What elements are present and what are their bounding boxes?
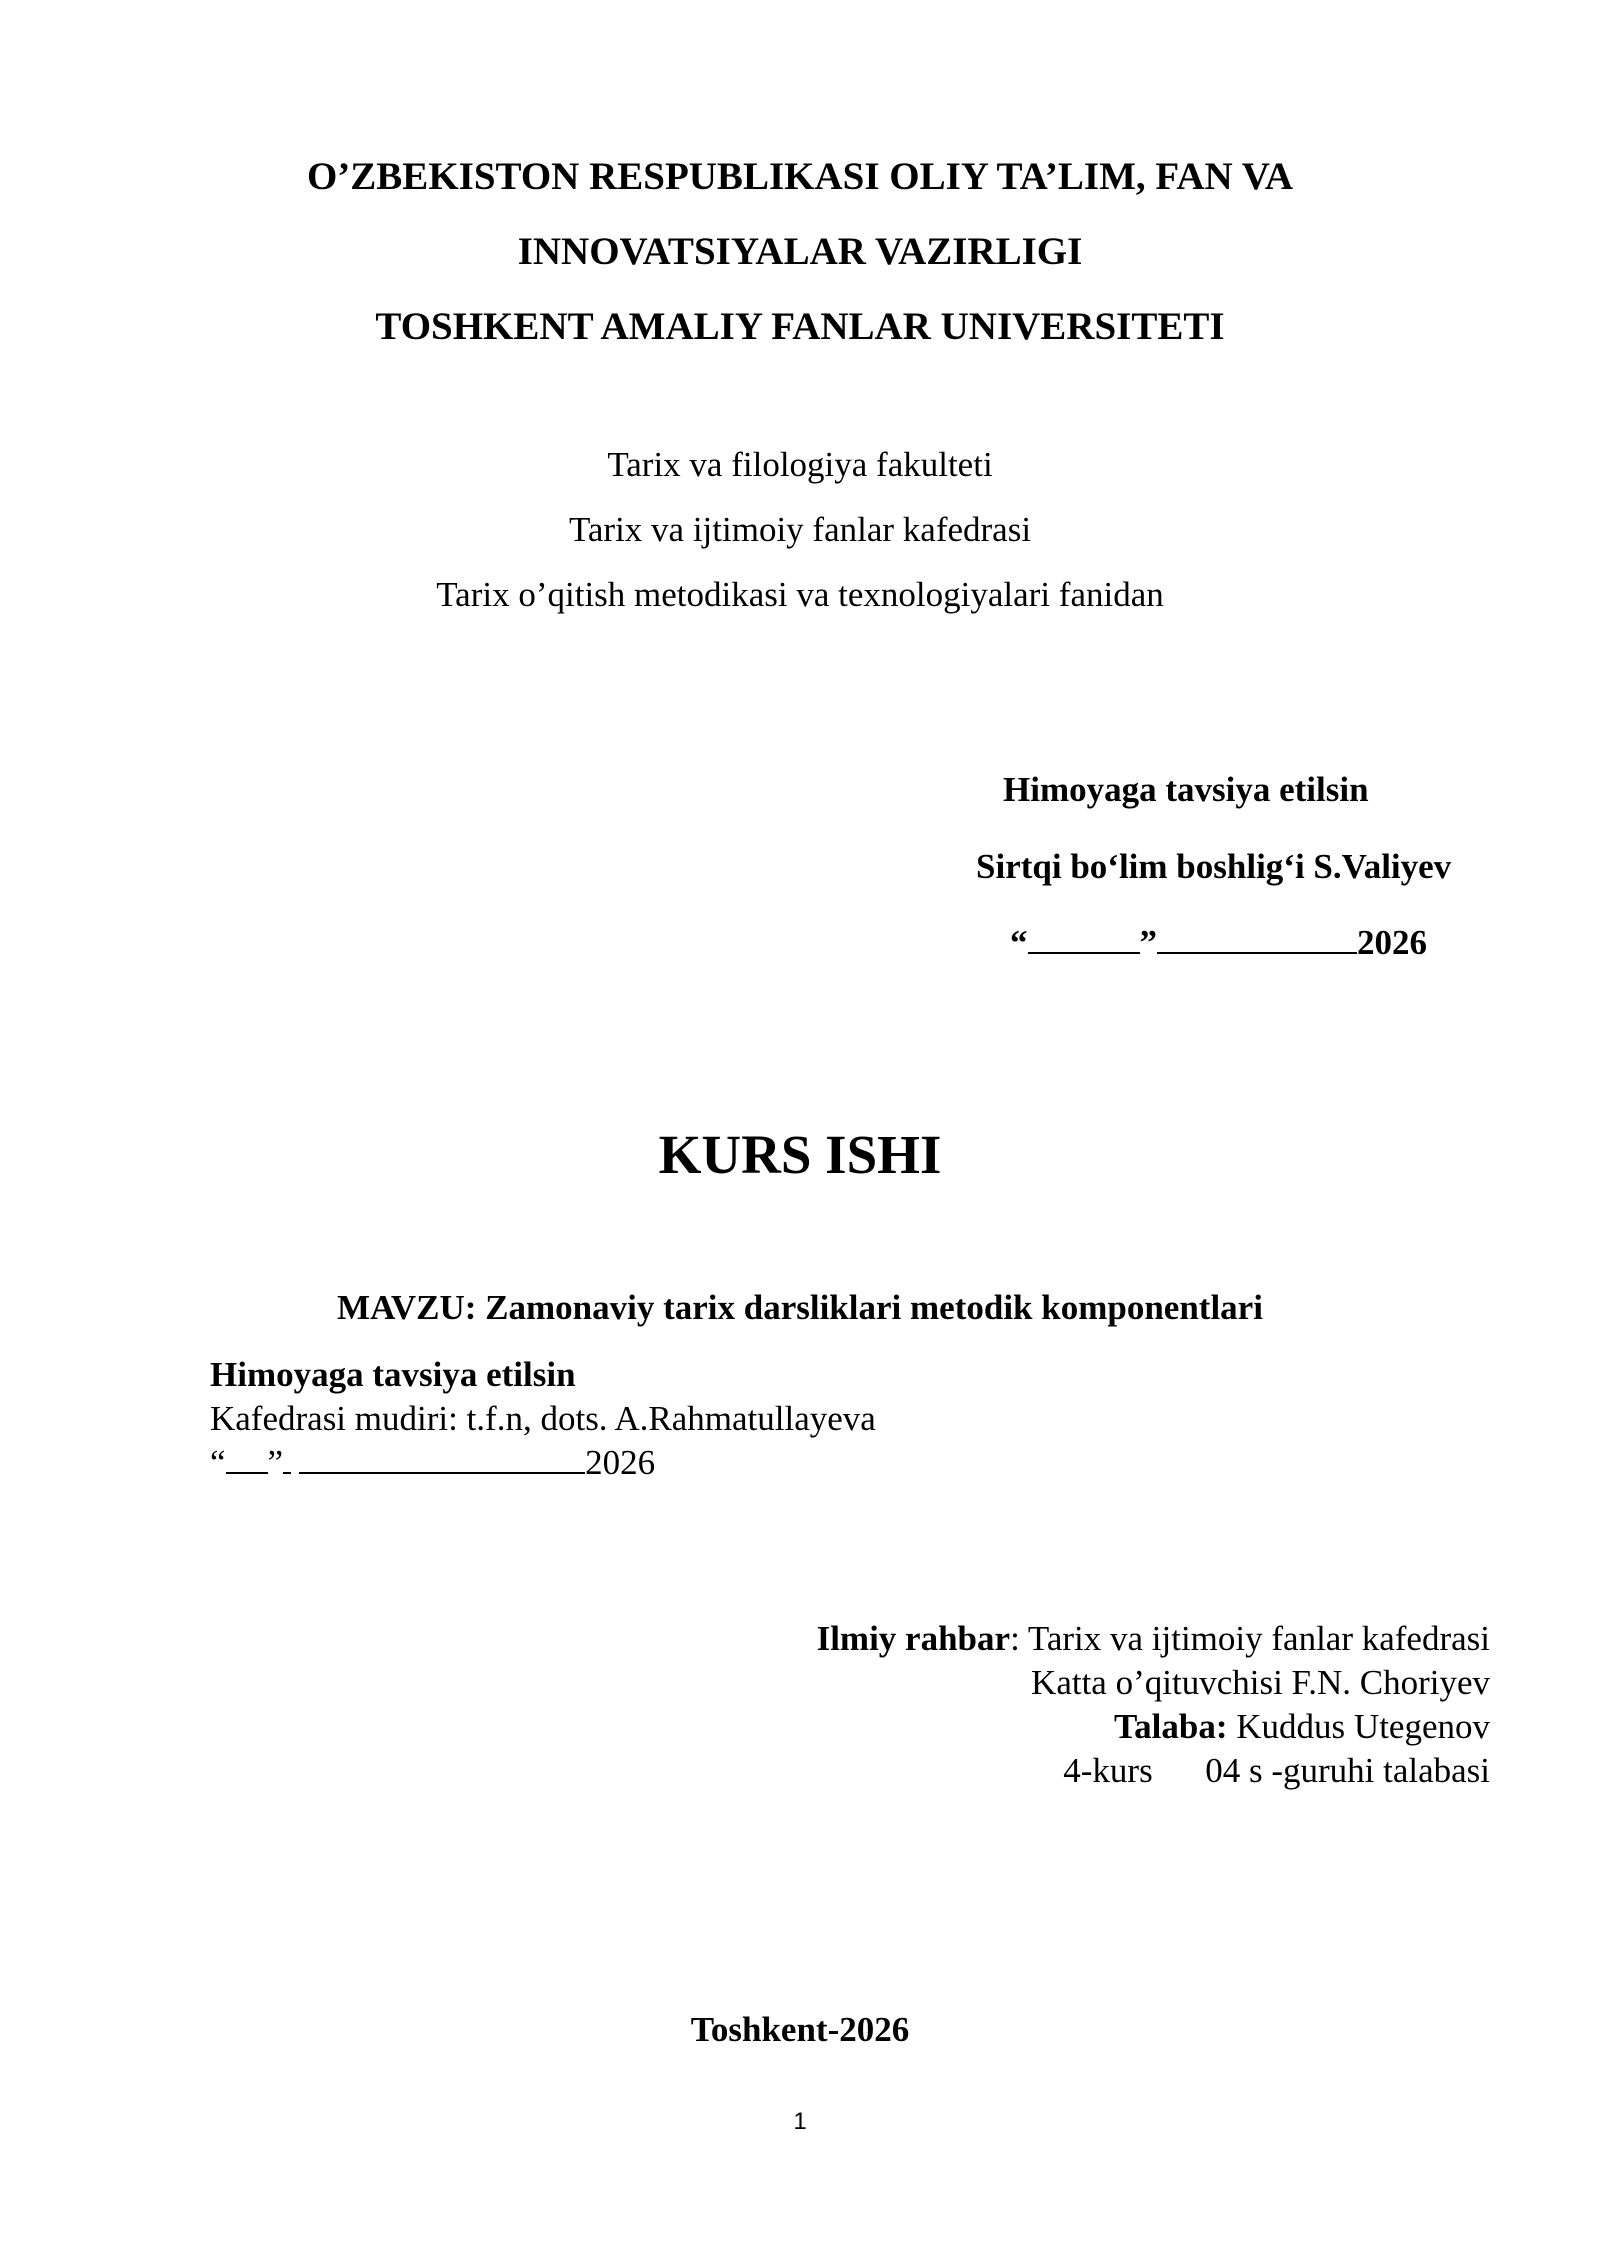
month-blank	[299, 1446, 585, 1474]
student-label: Talaba:	[1114, 1707, 1228, 1746]
city-year: Toshkent-2026	[690, 2010, 910, 2049]
month-blank	[1157, 926, 1357, 954]
approval-left-date	[210, 1445, 655, 1480]
subject-name: Tarix o’qitish metodikasi va texnologiyalari fanidan	[436, 575, 1164, 614]
date-open-quote: “	[1010, 923, 1028, 962]
ministry-name-line2: INNOVATSIYALAR VAZIRLIGI	[517, 230, 1083, 273]
student-line	[1114, 1709, 1490, 1744]
ministry-name-line1: O’ZBEKISTON RESPUBLIKASI OLIY TA’LIM, FAN VA	[306, 155, 1294, 198]
day-blank	[226, 1446, 268, 1474]
student-group-line: 4-kurs 04 s -guruhi talabasi	[1063, 1751, 1490, 1790]
approval-left-line1: Himoyaga tavsiya etilsin	[210, 1355, 576, 1394]
date-open-quote: “	[210, 1443, 226, 1482]
approval-top-line2: Sirtqi bo‘lim boshlig‘i S.Valiyev	[976, 847, 1452, 886]
page-number: 1	[793, 2108, 807, 2135]
chair-name: Tarix va ijtimoiy fanlar kafedrasi	[568, 510, 1032, 549]
date-year: 2026	[1357, 923, 1427, 962]
date-year: 2026	[585, 1443, 656, 1482]
date-close-quote: ”	[267, 1443, 284, 1482]
document-title: KURS ISHI	[658, 1124, 942, 1185]
supervisor-value: : Tarix va ijtimoiy fanlar kafedrasi	[1010, 1619, 1490, 1658]
date-close-quote: ”	[1139, 923, 1157, 962]
approval-top-date	[1010, 925, 1427, 960]
student-value: Kuddus Utegenov	[1227, 1707, 1490, 1746]
supervisor-line1	[817, 1621, 1490, 1656]
faculty-name: Tarix va filologiya fakulteti	[607, 445, 993, 484]
supervisor-line2: Katta o’qituvchisi F.N. Choriyev	[1031, 1663, 1490, 1702]
topic-line: MAVZU: Zamonaviy tarix darsliklari metodik komponentlari	[337, 1288, 1263, 1327]
approval-top-line1: Himoyaga tavsiya etilsin	[1003, 770, 1369, 809]
day-blank	[1028, 926, 1140, 954]
gap-blank	[283, 1446, 291, 1474]
approval-left-line2: Kafedrasi mudiri: t.f.n, dots. A.Rahmatullayeva	[210, 1399, 876, 1438]
supervisor-label: Ilmiy rahbar	[816, 1619, 1011, 1658]
university-name: TOSHKENT AMALIY FANLAR UNIVERSITETI	[375, 305, 1225, 348]
